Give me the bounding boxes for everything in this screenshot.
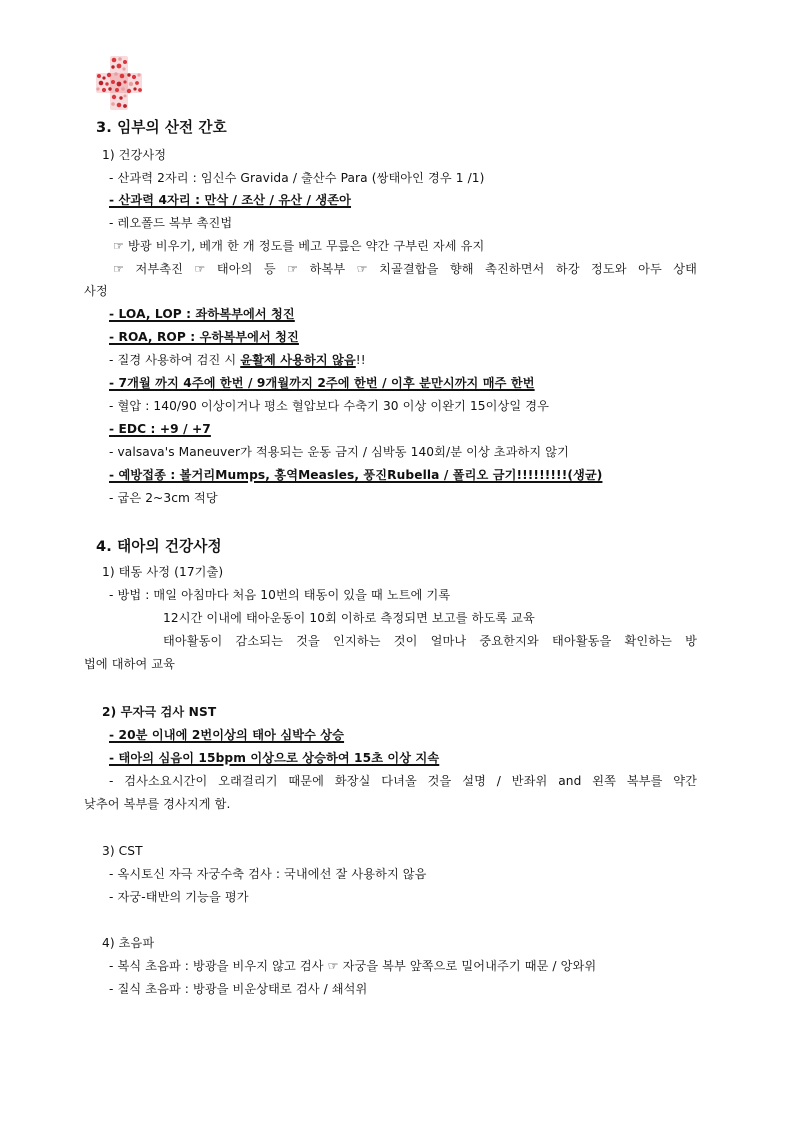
line-leopold-steps-cont: 사정	[84, 284, 108, 298]
line-method-education-cont: 법에 대하여 교육	[84, 657, 176, 671]
line-abdominal-ultrasound: - 복식 초음파 : 방광을 비우지 않고 검사 ☞ 자궁을 복부 앞쪽으로 밀어내주기 때문 / 앙와위	[109, 959, 597, 973]
line-visit-schedule: - 7개월 까지 4주에 한번 / 9개월까지 2주에 한번 / 이후 분만시까지 매주 한번	[109, 376, 535, 390]
line-nst-criteria: - 태아의 심음이 15bpm 이상으로 상승하여 15초 이상 지속	[109, 751, 440, 765]
line-nst-prep: - 검사소요시간이 오래걸리기 때문에 화장실 다녀올 것을 설명 / 반좌위 and 왼쪽 복부를 약간	[109, 774, 697, 788]
subheading-health-assessment: 1) 건강사정	[102, 148, 167, 162]
line-cst-function: - 자궁-태반의 기능을 평가	[109, 890, 249, 904]
line-heel: - 굽은 2~3cm 적당	[109, 491, 218, 505]
line-vaccination: - 예방접종 : 볼거리Mumps, 홍역Measles, 풍진Rubella / 폴리오 금기!!!!!!!!!(생균)	[109, 468, 603, 482]
line-vaginal-ultrasound: - 질식 초음파 : 방광을 비운상태로 검사 / 쇄석위	[109, 982, 368, 996]
line-leopold-position: ☞ 방광 비우기, 베개 한 개 정도를 베고 무릎은 약간 구부린 자세 유지	[113, 239, 485, 253]
line-speculum	[109, 353, 366, 367]
line-roa-rop: - ROA, ROP : 우하복부에서 청진	[109, 330, 299, 344]
subheading-fetal-movement: 1) 태동 사정 (17기출)	[102, 565, 224, 579]
line-blood-pressure: - 혈압 : 140/90 이상이거나 평소 혈압보다 수축기 30 이상 이완기 15이상일 경우	[109, 399, 549, 413]
line-nst-accel: - 20분 이내에 2번이상의 태아 심박수 상승	[109, 728, 345, 742]
line-cst-oxytocin: - 옥시토신 자극 자궁수축 검사 : 국내에선 잘 사용하지 않음	[109, 867, 427, 881]
line-obstetric-2-digit: - 산과력 2자리 : 임신수 Gravida / 출산수 Para (쌍태아인 경우 1 /1)	[109, 171, 485, 185]
section-3-title: 3. 임부의 산전 간호	[96, 119, 227, 136]
line-speculum-suffix: !!	[355, 353, 366, 367]
line-method-report: 12시간 이내에 태아운동이 10회 이하로 측정되면 보고를 하도록 교육	[163, 611, 535, 625]
line-method-education: 태아활동이 감소되는 것을 인지하는 것이 얼마나 중요한지와 태아활동을 확인하는 방	[163, 634, 697, 648]
red-cross-mosaic-icon	[94, 54, 144, 112]
line-loa-lop: - LOA, LOP : 좌하복부에서 청진	[109, 307, 295, 321]
line-obstetric-4-digit: - 산과력 4자리 : 만삭 / 조산 / 유산 / 생존아	[109, 193, 352, 207]
line-method: - 방법 : 매일 아침마다 처음 10번의 태동이 있을 때 노트에 기록	[109, 588, 451, 602]
line-leopold: - 레오폴드 복부 촉진법	[109, 216, 233, 230]
line-speculum-emphasis: 윤활제 사용하지 않음	[240, 353, 356, 367]
line-nst-prep-cont: 낮추어 복부를 경사지게 함.	[84, 797, 231, 811]
section-4-title: 4. 태아의 건강사정	[96, 538, 222, 555]
subheading-cst: 3) CST	[102, 844, 143, 858]
line-speculum-prefix: - 질경 사용하여 검진 시	[109, 353, 241, 367]
line-edc: - EDC : +9 / +7	[109, 422, 211, 436]
subheading-nst: 2) 무자극 검사 NST	[102, 705, 217, 719]
subheading-ultrasound: 4) 초음파	[102, 936, 155, 950]
line-valsalva: - valsava's Maneuver가 적용되는 운동 금지 / 심박동 140회/분 이상 초과하지 않기	[109, 445, 570, 459]
line-leopold-steps: ☞ 저부촉진 ☞ 태아의 등 ☞ 하복부 ☞ 치골결합을 향해 촉진하면서 하강 정도와 아두 상태	[113, 262, 697, 276]
